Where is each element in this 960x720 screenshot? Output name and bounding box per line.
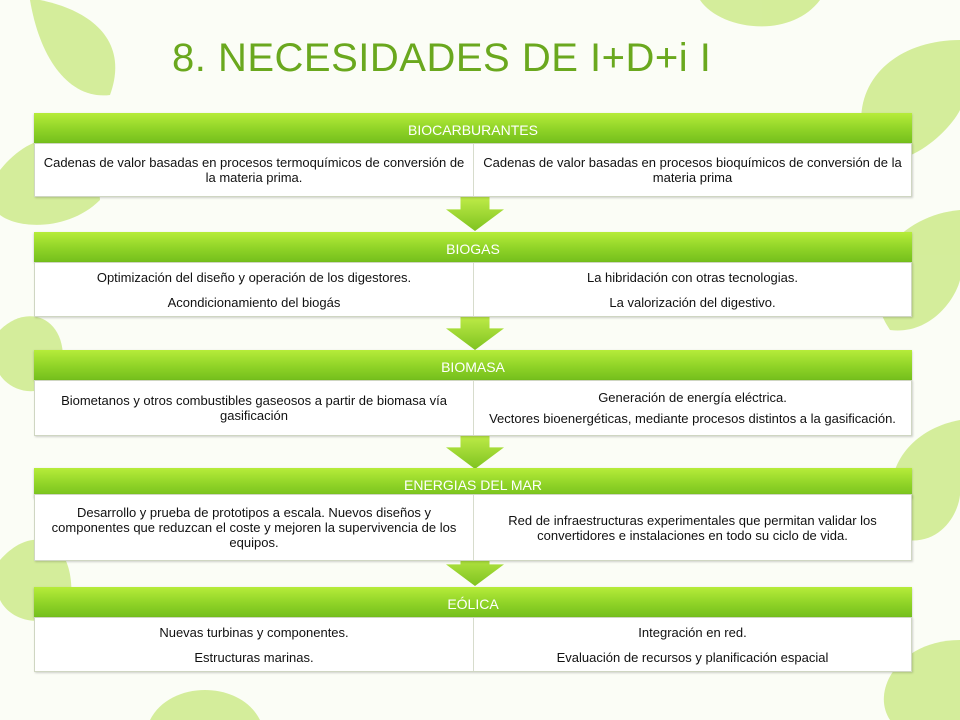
cell-left <box>35 263 473 316</box>
slide-title: 8. NECESIDADES DE I+D+i I <box>172 36 712 80</box>
section-content <box>34 494 912 561</box>
cell-text: Desarrollo y prueba de prototipos a escala. Nuevos diseños y componentes que reduzcan el coste y mejoren la supervivencia de los equipos. <box>51 505 457 550</box>
cell-text: Cadenas de valor basadas en procesos bioquímicos de conversión de la materia prima <box>483 155 902 185</box>
cell-text: Cadenas de valor basadas en procesos termoquímicos de conversión de la materia prima. <box>43 155 465 185</box>
cell-text: La valorización del digestivo. <box>609 294 776 310</box>
section-content <box>34 262 912 317</box>
cell-right <box>473 381 911 435</box>
section-header: ENERGIAS DEL MAR <box>34 468 912 498</box>
cell-text: Biometanos y otros combustibles gaseosos a partir de biomasa vía gasificación <box>61 393 447 423</box>
cell-text: La hibridación con otras tecnologias. <box>586 269 799 285</box>
leaf-icon <box>700 0 820 26</box>
section-content <box>34 380 912 436</box>
cell-text: Integración en red. <box>638 624 747 640</box>
cell-text: Evaluación de recursos y planificación espacial <box>556 649 829 665</box>
cell-left <box>35 495 473 560</box>
cell-text: Generación de energía eléctrica. <box>598 390 787 405</box>
cell-left <box>35 381 473 435</box>
section-header: EÓLICA <box>34 587 912 617</box>
section-content <box>34 617 912 672</box>
leaf-icon <box>30 0 115 95</box>
cell-right <box>473 144 911 196</box>
cell-left <box>35 618 473 671</box>
cell-text: Red de infraestructuras experimentales que permitan validar los convertidores e instalaciones en todo su ciclo de vida. <box>508 512 877 543</box>
cell-left <box>35 144 473 196</box>
leaf-icon <box>150 690 260 720</box>
section-header: BIOMASA <box>34 350 912 380</box>
cell-right <box>473 618 911 671</box>
cell-text: Nuevas turbinas y componentes. <box>159 624 349 640</box>
cell-text: Estructuras marinas. <box>194 649 314 665</box>
cell-text: Vectores bioenergéticas, mediante procesos distintos a la gasificación. <box>489 411 896 426</box>
section-header: BIOGAS <box>34 232 912 262</box>
section-content <box>34 143 912 197</box>
cell-right <box>473 495 911 560</box>
cell-right <box>473 263 911 316</box>
cell-text: Acondicionamiento del biogás <box>167 294 341 310</box>
cell-text: Optimización del diseño y operación de los digestores. <box>96 269 412 285</box>
section-header: BIOCARBURANTES <box>34 113 912 143</box>
